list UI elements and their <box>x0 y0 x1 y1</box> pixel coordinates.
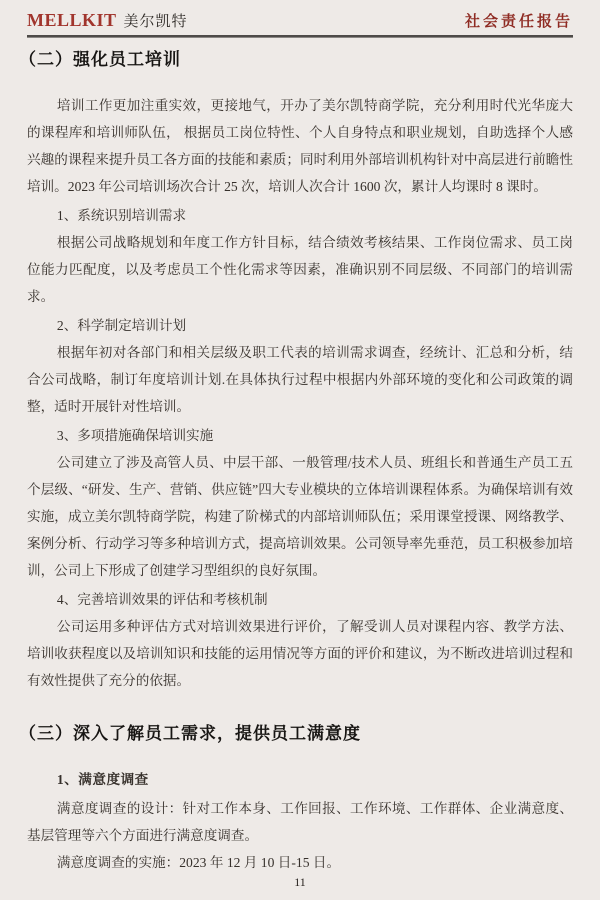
page-number: 11 <box>294 875 306 889</box>
brand-name-chinese: 美尔凯特 <box>123 14 188 30</box>
page-header <box>27 8 573 35</box>
paragraph: 根据公司战略规划和年度工作方针目标，结合绩效考核结果、工作岗位需求、员工岗位能力匹配度，以及考虑员工个性化需求等因素，准确识别不同层级、不同部门的培训需求。 <box>27 235 573 304</box>
document-body <box>19 48 573 876</box>
numbered-subheading: 1、系统识别培训需求 <box>56 208 187 223</box>
paragraph: 公司运用多种评估方式对培训效果进行评价，了解受训人员对课程内容、教学方法、培训收获程度以及培训知识和技能的运用情况等方面的评价和建议，为不断改进培训过程和有效性提供了充分的依据。 <box>27 619 573 688</box>
numbered-subheading: 2、科学制定培训计划 <box>56 318 187 333</box>
paragraph: 满意度调查的设计：针对工作本身、工作回报、工作环境、工作群体、企业满意度、基层管理等六个方面进行满意度调查。 <box>27 801 573 843</box>
report-title: 社会责任报告 <box>464 14 573 30</box>
brand-logo-text: MELLKIT <box>27 10 117 30</box>
paragraph: 公司建立了涉及高管人员、中层干部、一般管理/技术人员、班组长和普通生产员工五个层级、“研发、生产、营销、供应链”四大专业模块的立体培训课程体系。为确保培训有效实施，成立美尔凯特商学院，构建了阶梯式的内部培训师队伍；采用课堂授课、网络教学、案例分析、行动学习等多种培训方式，提高培训效果。公司领导率先垂范，员工积极参加培训，公司上下形成了创建学习型组织的良好氛围。 <box>27 455 573 578</box>
header-divider <box>27 35 573 38</box>
paragraph: 根据年初对各部门和相关层级及职工代表的培训需求调查，经统计、汇总和分析，结合公司战略，制订年度培训计划.在具体执行过程中根据内外部环境的变化和公司政策的调整，适时开展针对性培训。 <box>27 345 573 414</box>
brand <box>27 10 188 31</box>
numbered-subheading: 4、完善培训效果的评估和考核机制 <box>56 592 268 607</box>
numbered-subheading-bold: 1、满意度调查 <box>56 772 149 787</box>
section-heading: （三）深入了解员工需求，提供员工满意度 <box>19 724 361 743</box>
section-heading: （二）强化员工培训 <box>19 50 181 69</box>
numbered-subheading: 3、多项措施确保培训实施 <box>56 428 214 443</box>
paragraph: 培训工作更加注重实效，更接地气，开办了美尔凯特商学院，充分利用时代光华庞大的课程库和培训师队伍， 根据员工岗位特性、个人自身特点和职业规划，自助选择个人感兴趣的课程来提升员工各方面的技能和素质；同时利用外部培训机构针对中高层进行前瞻性培训。2023 年公司培训场次合计 25 次，培训人次合计 1600 次，累计人均课时 8 课时。 <box>27 98 573 194</box>
paragraph: 满意度调查的实施：2023 年 12 月 10 日-15 日。 <box>56 855 341 870</box>
